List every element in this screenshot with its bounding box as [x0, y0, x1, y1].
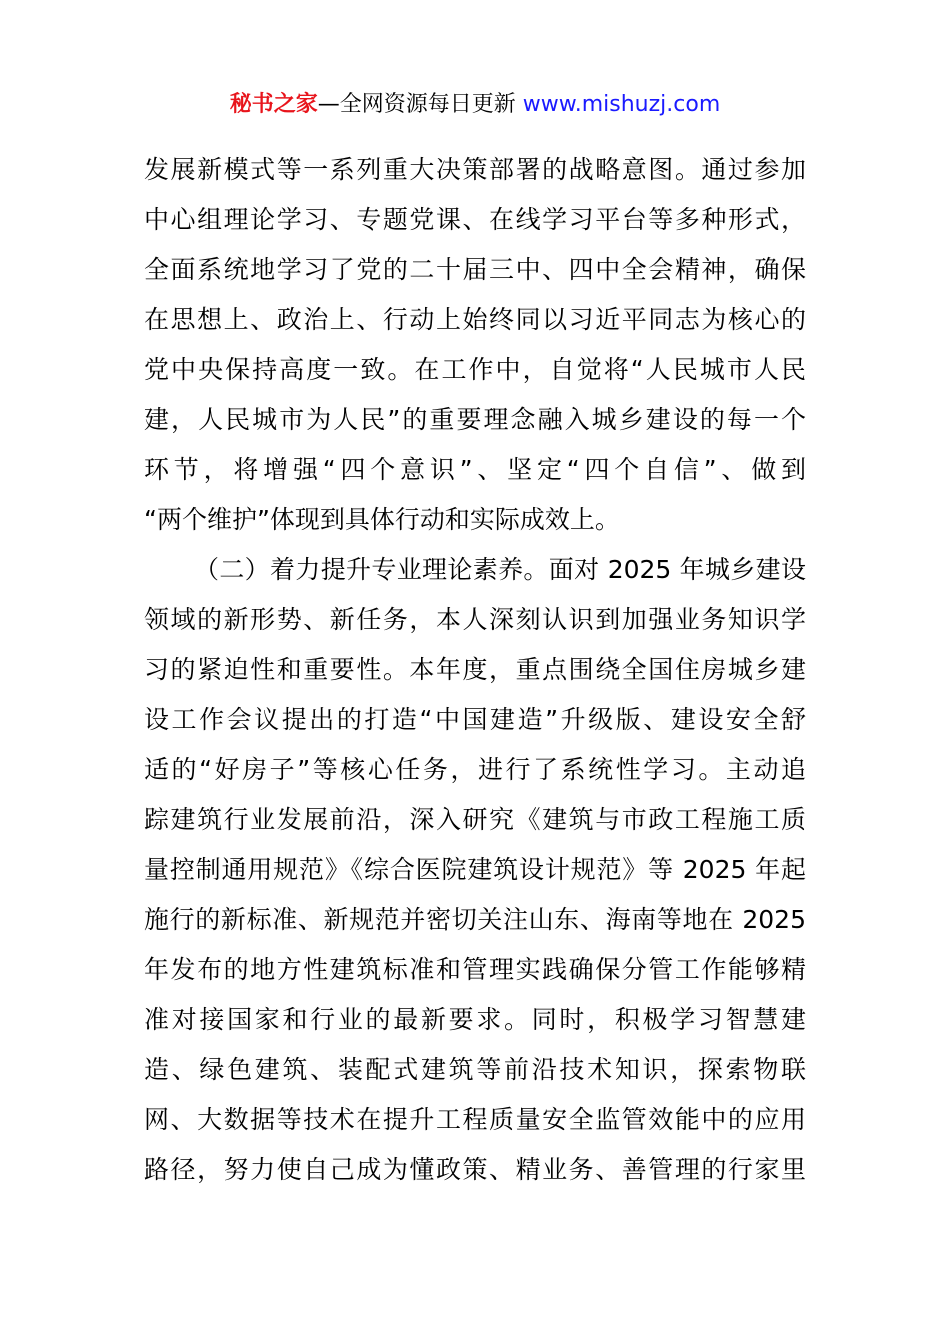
- text-line: “两个维护”体现到具体行动和实际成效上。: [144, 505, 620, 534]
- text-line: 党中央保持高度一致。在工作中，自觉将“人民城市人民: [144, 355, 806, 384]
- section-heading-line: （二）着力提升专业理论素养。面对 2025 年城乡建设: [194, 555, 806, 584]
- text-line: 环节，将增强“四个意识”、坚定“四个自信”、做到: [144, 455, 806, 484]
- brand-name: 秘书之家: [229, 92, 318, 117]
- text-line: 在思想上、政治上、行动上始终同以习近平同志为核心的: [144, 305, 806, 334]
- text-line: 造、绿色建筑、装配式建筑等前沿技术知识，探索物联: [144, 1055, 806, 1084]
- text-line: 网、大数据等技术在提升工程质量安全监管效能中的应用: [144, 1105, 806, 1134]
- text-line: 准对接国家和行业的最新要求。同时，积极学习智慧建: [144, 1005, 806, 1034]
- text-line: 设工作会议提出的打造“中国建造”升级版、建设安全舒: [144, 705, 806, 734]
- text-line: 年发布的地方性建筑标准和管理实践确保分管工作能够精: [144, 955, 806, 984]
- page-header: [0, 88, 950, 122]
- text-line: 发展新模式等一系列重大决策部署的战略意图。通过参加: [144, 155, 806, 184]
- text-line: 建，人民城市为人民”的重要理念融入城乡建设的每一个: [144, 405, 806, 434]
- document-body: [144, 145, 806, 1195]
- paragraph: [144, 145, 806, 545]
- text-line: 适的“好房子”等核心任务，进行了系统性学习。主动追: [144, 755, 806, 784]
- text-line: 量控制通用规范》《综合医院建筑设计规范》等 2025 年起: [144, 855, 806, 884]
- paragraph: [144, 545, 806, 1195]
- text-line: 施行的新标准、新规范并密切关注山东、海南等地在 2025: [144, 905, 806, 934]
- header-tagline: —全网资源每日更新: [317, 92, 516, 117]
- text-line: 踪建筑行业发展前沿，深入研究《建筑与市政工程施工质: [144, 805, 806, 834]
- text-line: 领域的新形势、新任务，本人深刻认识到加强业务知识学: [144, 605, 806, 634]
- text-line: 全面系统地学习了党的二十届三中、四中全会精神，确保: [144, 255, 806, 284]
- text-line: 习的紧迫性和重要性。本年度，重点围绕全国住房城乡建: [144, 655, 806, 684]
- text-line: 中心组理论学习、专题党课、在线学习平台等多种形式，: [144, 205, 806, 234]
- text-line: 路径，努力使自己成为懂政策、精业务、善管理的行家里: [144, 1155, 806, 1184]
- header-url-link[interactable]: www.mishuzj.com: [522, 92, 721, 117]
